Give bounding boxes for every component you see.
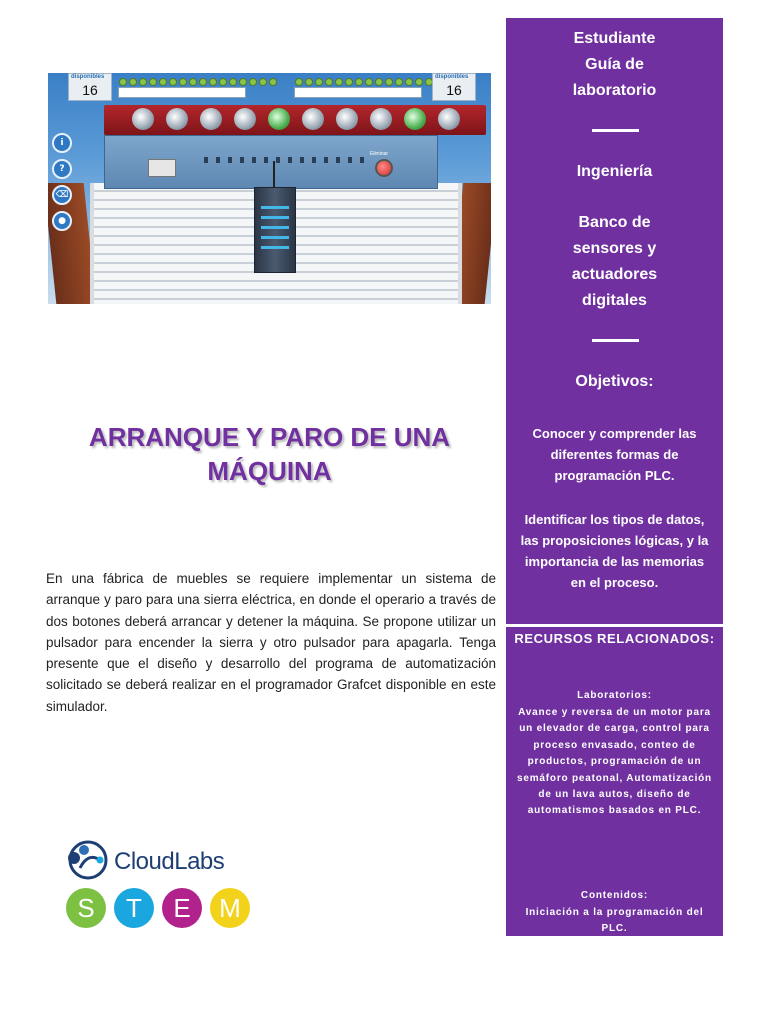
sensor-icon[interactable] [370, 108, 392, 130]
stem-s-badge: S [66, 888, 106, 928]
help-icon[interactable]: ? [52, 159, 72, 179]
stem-e-badge: E [162, 888, 202, 928]
sim-input-module [148, 159, 176, 177]
sim-wire [273, 161, 275, 189]
sidebar-info-panel [506, 18, 723, 624]
sidebar-role: Estudiante Guía de laboratorio [572, 30, 657, 99]
sidebar-objective-1: Conocer y comprender las diferentes formas de programación PLC. [532, 426, 697, 483]
sim-right-counter-label: disponibles [435, 74, 469, 80]
sensor-icon[interactable] [404, 108, 426, 130]
sim-terminal-row [204, 157, 364, 163]
sim-left-counter-value: 16 [82, 82, 98, 98]
sim-right-counter-value: 16 [446, 82, 462, 98]
sensor-icon[interactable] [166, 108, 188, 130]
simulator-screenshot [48, 73, 491, 304]
page-title-line2: MÁQUINA [207, 456, 332, 486]
resources-labs-text: Avance y reversa de un motor para un elevador de carga, control para proceso envasado, conteo de productos, programación de un semáforo peatonal, Automatización de un lava autos, diseño de automatismos basados en PLC. [517, 707, 712, 817]
sidebar-divider [592, 339, 639, 342]
sensor-icon[interactable] [234, 108, 256, 130]
sensor-icon[interactable] [302, 108, 324, 130]
resources-labs-heading: Laboratorios: [577, 690, 652, 701]
record-icon[interactable]: ● [52, 211, 72, 231]
sensor-icon[interactable] [268, 108, 290, 130]
sim-left-counter [68, 73, 112, 101]
brand-cloud: Cloud [114, 848, 175, 875]
resources-contents-text: Iniciación a la programación del PLC. [525, 907, 704, 935]
sidebar-objectives-heading: Objetivos: [575, 373, 654, 390]
sim-stop-button-label: Eliminar [370, 151, 389, 157]
related-resources-panel [506, 627, 723, 936]
sidebar-area: Ingeniería [576, 163, 653, 180]
cloud-logo-icon [64, 838, 114, 882]
sim-plc-unit[interactable] [254, 187, 296, 273]
sensor-icon[interactable] [132, 108, 154, 130]
cloudlabs-logo [64, 838, 264, 938]
stem-t-badge: T [114, 888, 154, 928]
brand-labs: Labs [174, 848, 225, 875]
sim-tool-icons [52, 133, 70, 237]
resources-contents-heading: Contenidos: [580, 890, 649, 901]
brand-wordmark [114, 848, 224, 876]
page-title-line1: ARRANQUE Y PARO DE UNA [88, 422, 451, 452]
sidebar-topic: Banco de sensores y actuadores digitales [571, 214, 658, 309]
sim-right-select[interactable] [294, 87, 422, 98]
sim-left-select[interactable] [118, 87, 246, 98]
sensor-icon[interactable] [336, 108, 358, 130]
sensor-icon[interactable] [438, 108, 460, 130]
sim-stop-button[interactable] [375, 159, 393, 177]
sim-left-counter-label: disponibles [71, 74, 105, 80]
sidebar-divider [592, 129, 639, 132]
sidebar-objective-2: Identificar los tipos de datos, las proposiciones lógicas, y la importancia de las memorias en el proceso. [520, 512, 709, 590]
resources-heading: RECURSOS RELACIONADOS: [514, 631, 715, 646]
stem-m-badge: M [210, 888, 250, 928]
sensor-icon[interactable] [200, 108, 222, 130]
info-icon[interactable]: i [52, 133, 72, 153]
sim-sensor-rail [104, 105, 486, 135]
page-title [48, 420, 491, 488]
trash-icon[interactable]: ⌫ [52, 185, 72, 205]
problem-description: En una fábrica de muebles se requiere implementar un sistema de arranque y paro para una sierra eléctrica, en donde el operario a través de dos botones deberá arrancar y detener la máquina. Se propone utilizar un pulsador para encender la sierra y otro pulsador para apagarla. Tenga presente que el diseño y desarrollo del programa de automatización solicitado se deberá realizar en el programador Grafcet disponible en este simulador. [46, 571, 496, 714]
sim-right-counter [432, 73, 476, 101]
